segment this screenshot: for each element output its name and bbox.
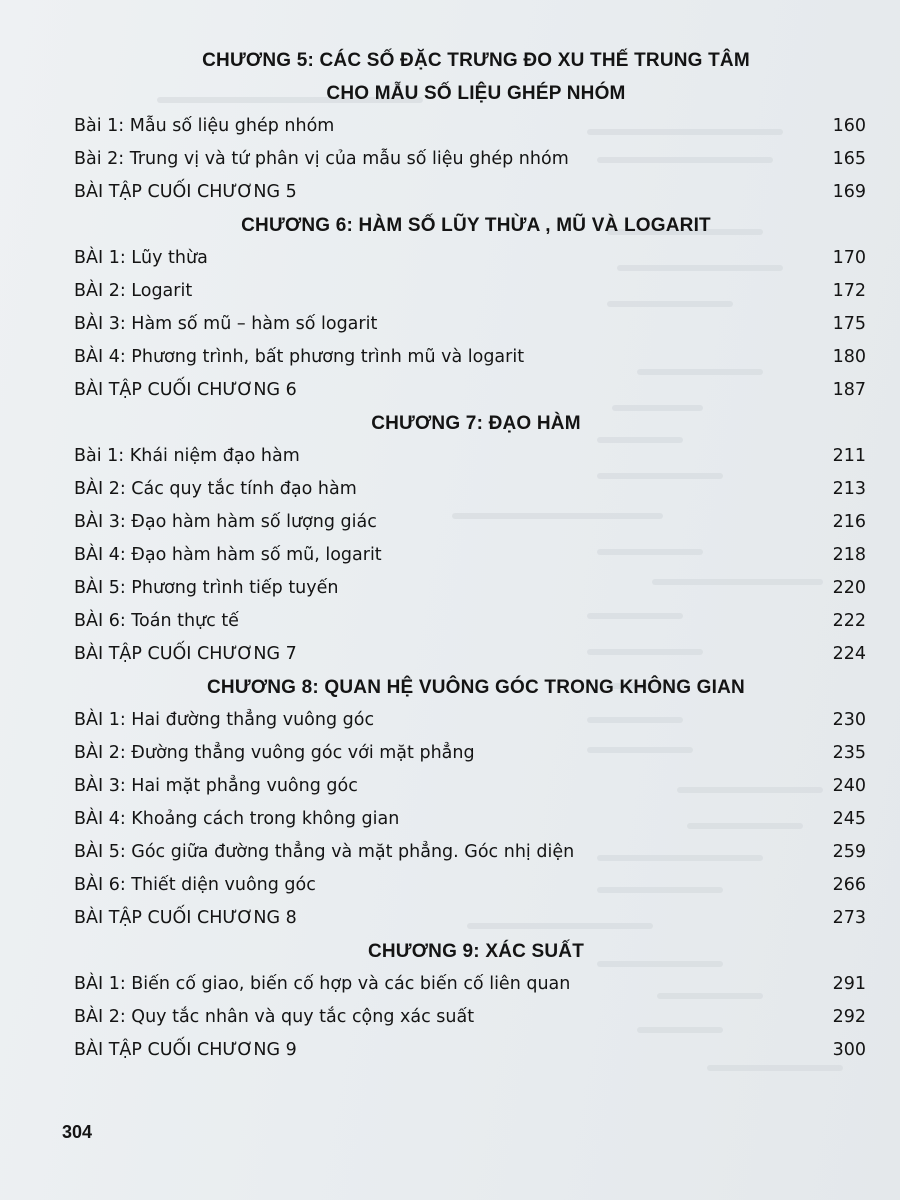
lesson-page-number: 165 xyxy=(832,149,866,169)
toc-entry xyxy=(74,968,866,1001)
toc-entry xyxy=(74,143,866,176)
chapter-section xyxy=(74,671,866,935)
chapter-heading: CHƯƠNG 8: QUAN HỆ VUÔNG GÓC TRONG KHÔNG GIAN xyxy=(207,677,745,698)
lesson-page-number: 222 xyxy=(832,611,866,631)
lesson-title: BÀI TẬP CUỐI CHƯƠNG 8 xyxy=(74,908,297,928)
toc-entry xyxy=(74,836,866,869)
toc-entry xyxy=(74,638,866,671)
lesson-title: BÀI 1: Hai đường thẳng vuông góc xyxy=(74,710,375,730)
lesson-page-number: 259 xyxy=(832,842,866,862)
lesson-title: BÀI 2: Quy tắc nhân và quy tắc cộng xác suất xyxy=(74,1007,475,1027)
chapter-section xyxy=(74,935,866,1067)
lesson-title: BÀI 1: Lũy thừa xyxy=(74,248,208,268)
chapter-section xyxy=(74,44,866,209)
lesson-title: BÀI 3: Hai mặt phẳng vuông góc xyxy=(74,776,358,796)
lesson-title: BÀI 1: Biến cố giao, biến cố hợp và các biến cố liên quan xyxy=(74,974,571,994)
toc-entry xyxy=(74,341,866,374)
lesson-page-number: 224 xyxy=(832,644,866,664)
chapter-heading: CHƯƠNG 7: ĐẠO HÀM xyxy=(371,413,581,434)
lesson-title: BÀI 2: Các quy tắc tính đạo hàm xyxy=(74,479,357,499)
toc-entry xyxy=(74,110,866,143)
lesson-page-number: 180 xyxy=(832,347,866,367)
lesson-page-number: 292 xyxy=(832,1007,866,1027)
toc-entry xyxy=(74,473,866,506)
toc-entry xyxy=(74,275,866,308)
lesson-page-number: 169 xyxy=(832,182,866,202)
lesson-title: BÀI 4: Đạo hàm hàm số mũ, logarit xyxy=(74,545,382,565)
lesson-title: BÀI 3: Hàm số mũ – hàm số logarit xyxy=(74,314,378,334)
toc-entry xyxy=(74,770,866,803)
chapter-heading: CHƯƠNG 6: HÀM SỐ LŨY THỪA , MŨ VÀ LOGARIT xyxy=(241,215,711,236)
lesson-title: Bài 1: Khái niệm đạo hàm xyxy=(74,446,300,466)
toc-entry xyxy=(74,506,866,539)
lesson-page-number: 172 xyxy=(832,281,866,301)
lesson-title: BÀI 5: Góc giữa đường thẳng và mặt phẳng. Góc nhị diện xyxy=(74,842,575,862)
lesson-page-number: 175 xyxy=(832,314,866,334)
toc-entry xyxy=(74,902,866,935)
lesson-page-number: 291 xyxy=(832,974,866,994)
lesson-page-number: 235 xyxy=(832,743,866,763)
toc-entry xyxy=(74,374,866,407)
chapter-section xyxy=(74,407,866,671)
lesson-title: BÀI TẬP CUỐI CHƯƠNG 6 xyxy=(74,380,297,400)
toc-entry xyxy=(74,1001,866,1034)
toc-entry xyxy=(74,605,866,638)
lesson-title: BÀI 4: Phương trình, bất phương trình mũ và logarit xyxy=(74,347,525,367)
toc-entry xyxy=(74,803,866,836)
toc-entry xyxy=(74,572,866,605)
lesson-page-number: 230 xyxy=(832,710,866,730)
chapter-heading: CHƯƠNG 9: XÁC SUẤT xyxy=(367,941,585,962)
lesson-page-number: 245 xyxy=(832,809,866,829)
chapter-heading: CHO MẪU SỐ LIỆU GHÉP NHÓM xyxy=(326,83,626,104)
lesson-title: BÀI TẬP CUỐI CHƯƠNG 5 xyxy=(74,182,297,202)
toc-entry xyxy=(74,176,866,209)
lesson-title: Bài 1: Mẫu số liệu ghép nhóm xyxy=(74,116,335,136)
lesson-page-number: 216 xyxy=(832,512,866,532)
lesson-page-number: 266 xyxy=(832,875,866,895)
lesson-page-number: 300 xyxy=(832,1040,866,1060)
lesson-page-number: 218 xyxy=(832,545,866,565)
toc-entry xyxy=(74,308,866,341)
toc-entry xyxy=(74,440,866,473)
lesson-title: BÀI 4: Khoảng cách trong không gian xyxy=(74,809,400,829)
lesson-title: BÀI 2: Logarit xyxy=(74,281,193,301)
lesson-title: BÀI 2: Đường thẳng vuông góc với mặt phẳng xyxy=(74,743,475,763)
lesson-title: BÀI 6: Thiết diện vuông góc xyxy=(74,875,316,895)
lesson-page-number: 213 xyxy=(832,479,866,499)
page-number: 304 xyxy=(62,1122,93,1142)
lesson-page-number: 211 xyxy=(832,446,866,466)
toc-entry xyxy=(74,539,866,572)
lesson-page-number: 170 xyxy=(832,248,866,268)
lesson-page-number: 273 xyxy=(832,908,866,928)
toc-entry xyxy=(74,737,866,770)
lesson-title: BÀI 5: Phương trình tiếp tuyến xyxy=(74,578,339,598)
chapter-heading: CHƯƠNG 5: CÁC SỐ ĐẶC TRƯNG ĐO XU THẾ TRUNG TÂM xyxy=(202,50,750,71)
toc-entry xyxy=(74,869,866,902)
lesson-page-number: 240 xyxy=(832,776,866,796)
lesson-title: BÀI TẬP CUỐI CHƯƠNG 7 xyxy=(74,644,297,664)
toc-entry xyxy=(74,704,866,737)
table-of-contents xyxy=(74,44,866,1067)
chapter-section xyxy=(74,209,866,407)
lesson-title: BÀI TẬP CUỐI CHƯƠNG 9 xyxy=(74,1040,297,1060)
toc-entry xyxy=(74,1034,866,1067)
toc-entry xyxy=(74,242,866,275)
lesson-page-number: 160 xyxy=(832,116,866,136)
lesson-page-number: 220 xyxy=(832,578,866,598)
lesson-title: Bài 2: Trung vị và tứ phân vị của mẫu số liệu ghép nhóm xyxy=(74,149,569,169)
lesson-page-number: 187 xyxy=(832,380,866,400)
lesson-title: BÀI 3: Đạo hàm hàm số lượng giác xyxy=(74,512,377,532)
lesson-title: BÀI 6: Toán thực tế xyxy=(74,611,239,631)
